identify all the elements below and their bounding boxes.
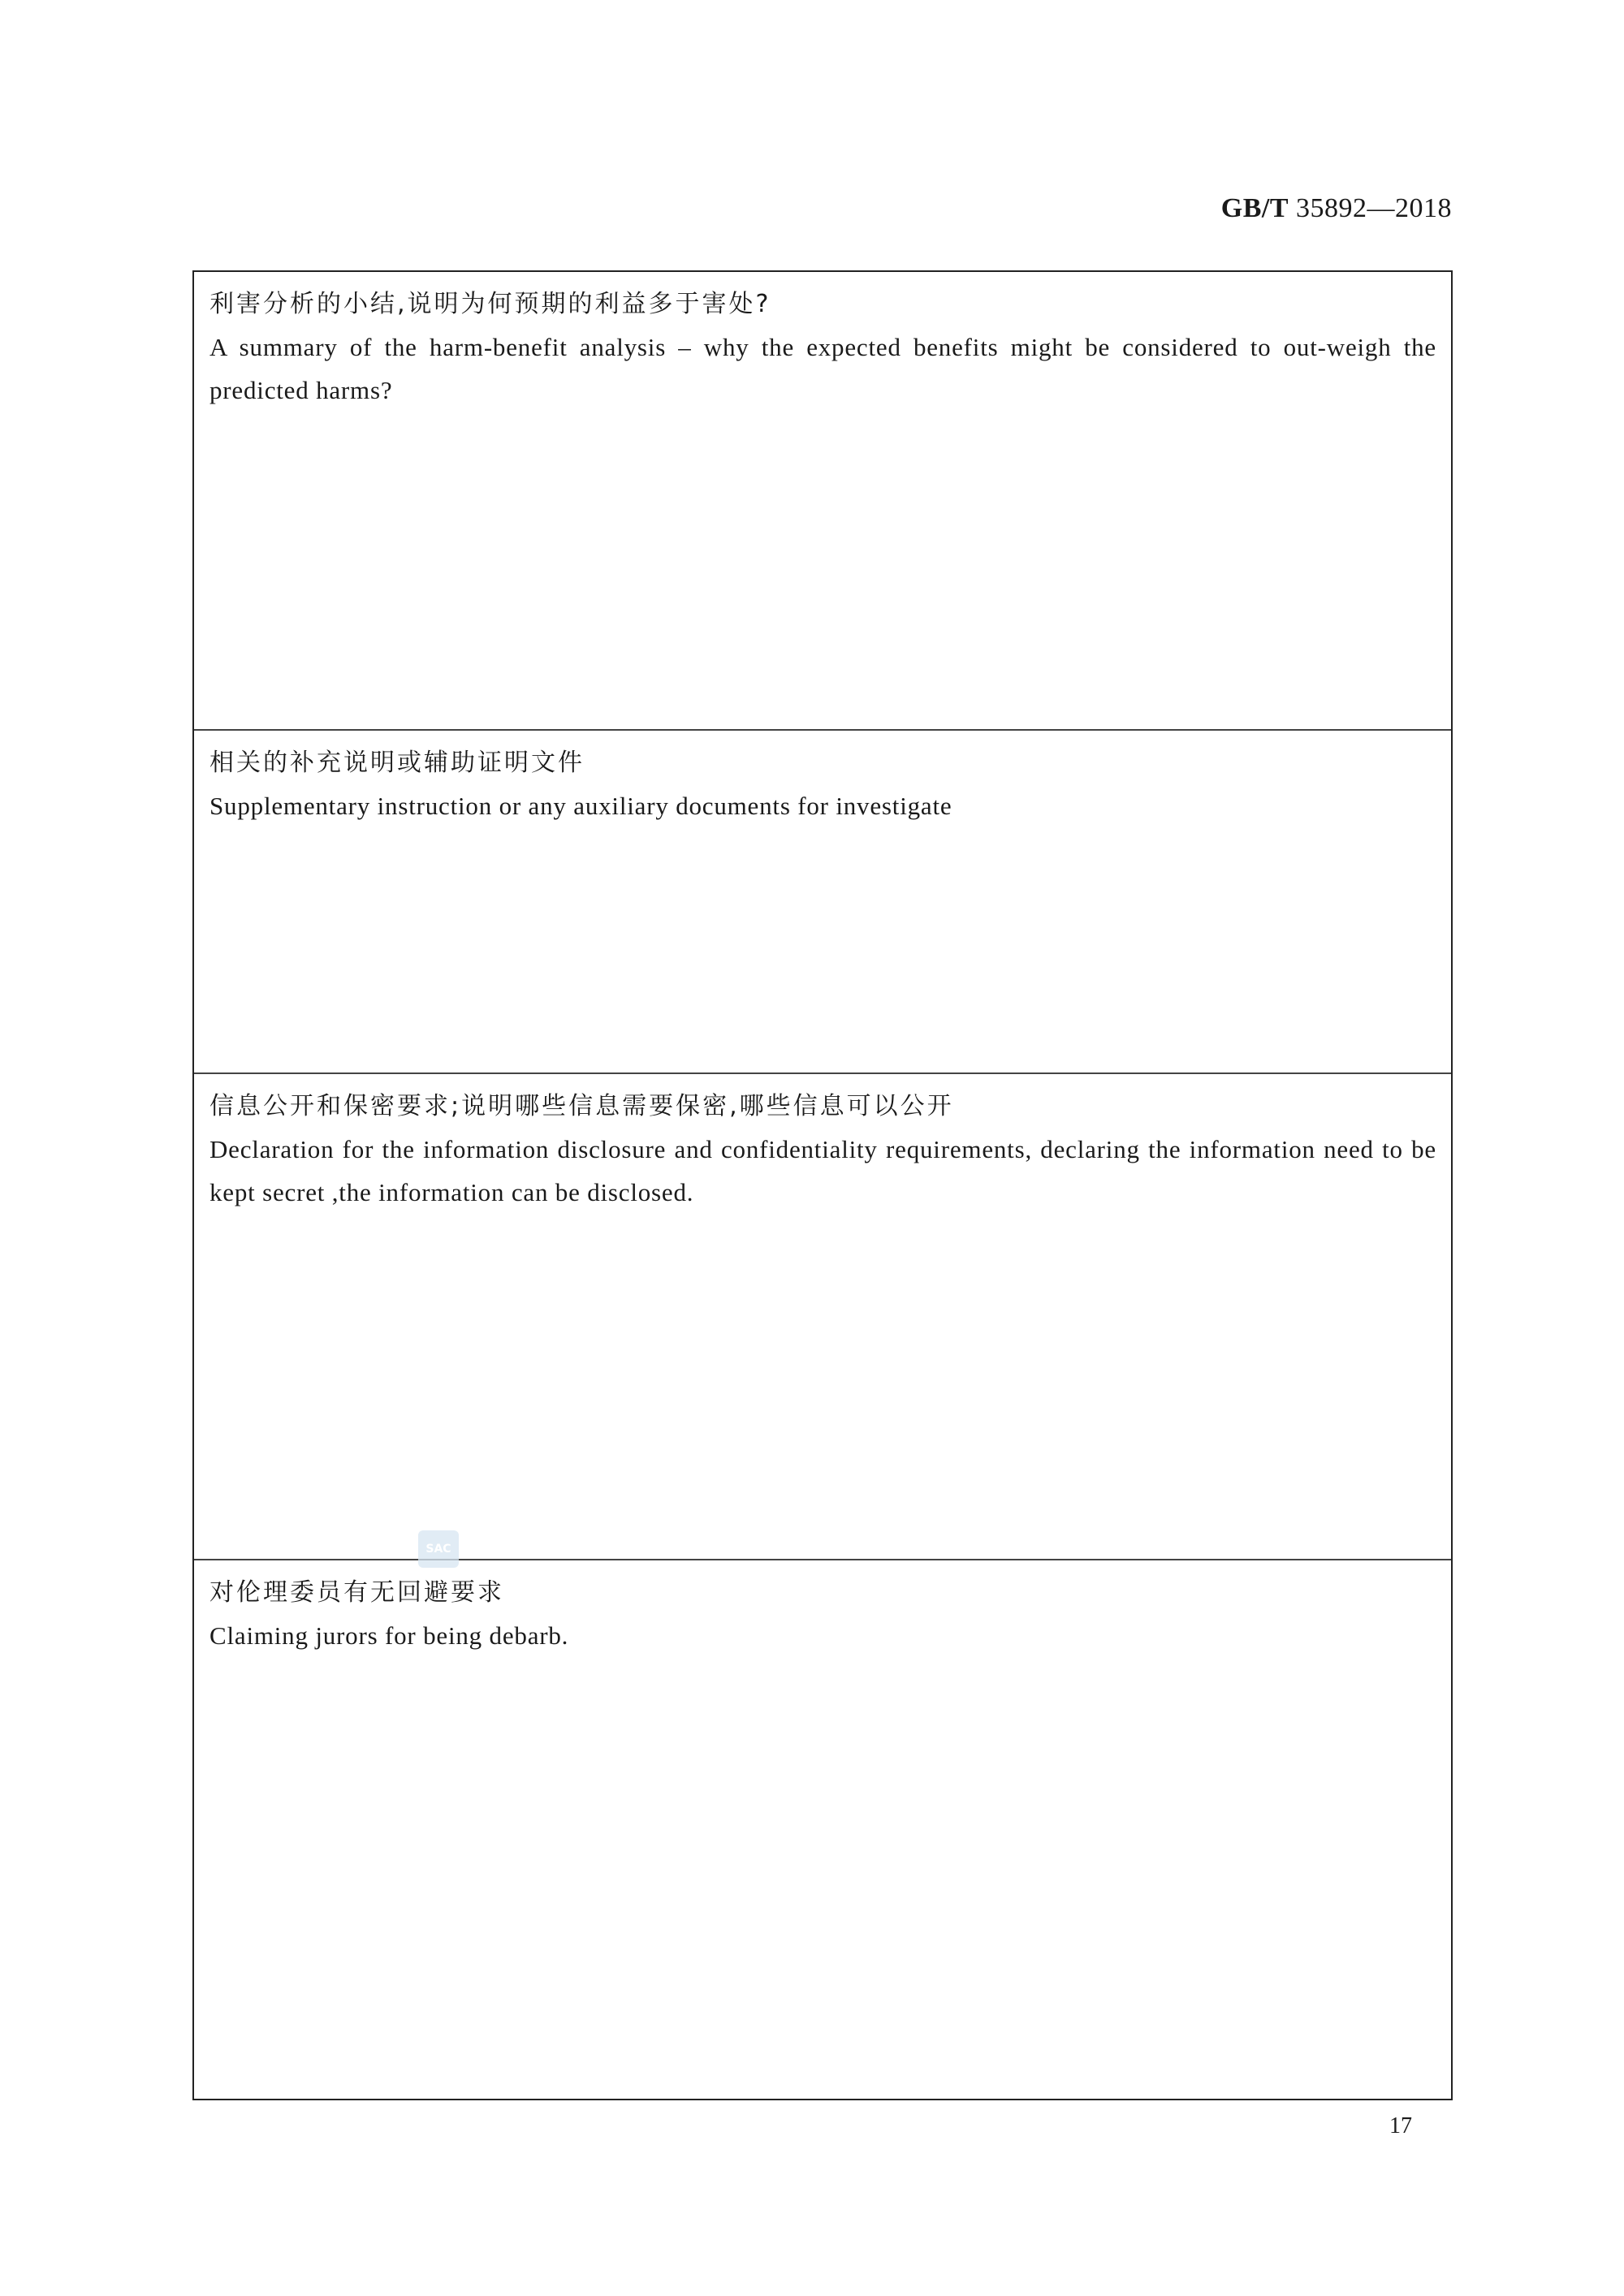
watermark-text: SAC: [425, 1543, 451, 1556]
section-title-en: Supplementary instruction or any auxiliary documents for investigate: [209, 792, 952, 820]
section-title-zh: 对伦理委员有无回避要求: [209, 1578, 504, 1607]
section-supplementary-documents: [194, 729, 1451, 1072]
section-title-en: Claiming jurors for being debarb.: [209, 1621, 569, 1650]
standard-code-number: 35892—2018: [1296, 193, 1452, 223]
section-title-zh: 信息公开和保密要求;说明哪些信息需要保密,哪些信息可以公开: [209, 1092, 954, 1120]
section-harm-benefit-summary: [194, 272, 1451, 729]
section-juror-recusal: [194, 1559, 1451, 2100]
standard-code: [1221, 193, 1452, 224]
section-title-en: A summary of the harm-benefit analysis – why the expected benefits might be considered to out-weigh the predicted harms?: [209, 333, 1436, 404]
standard-code-prefix: GB/T: [1220, 193, 1289, 223]
page-number: 17: [1389, 2113, 1412, 2138]
section-disclosure-confidentiality: [194, 1072, 1451, 1559]
section-title-zh: 相关的补充说明或辅助证明文件: [209, 749, 585, 777]
section-title-zh: 利害分析的小结,说明为何预期的利益多于害处?: [209, 290, 771, 318]
section-title-en: Declaration for the information disclosure and confidentiality requirements, declaring the information need to be kept secret ,the information can be disclosed.: [209, 1135, 1436, 1206]
form-table: [192, 270, 1453, 2100]
sac-watermark-logo: [418, 1530, 459, 1568]
